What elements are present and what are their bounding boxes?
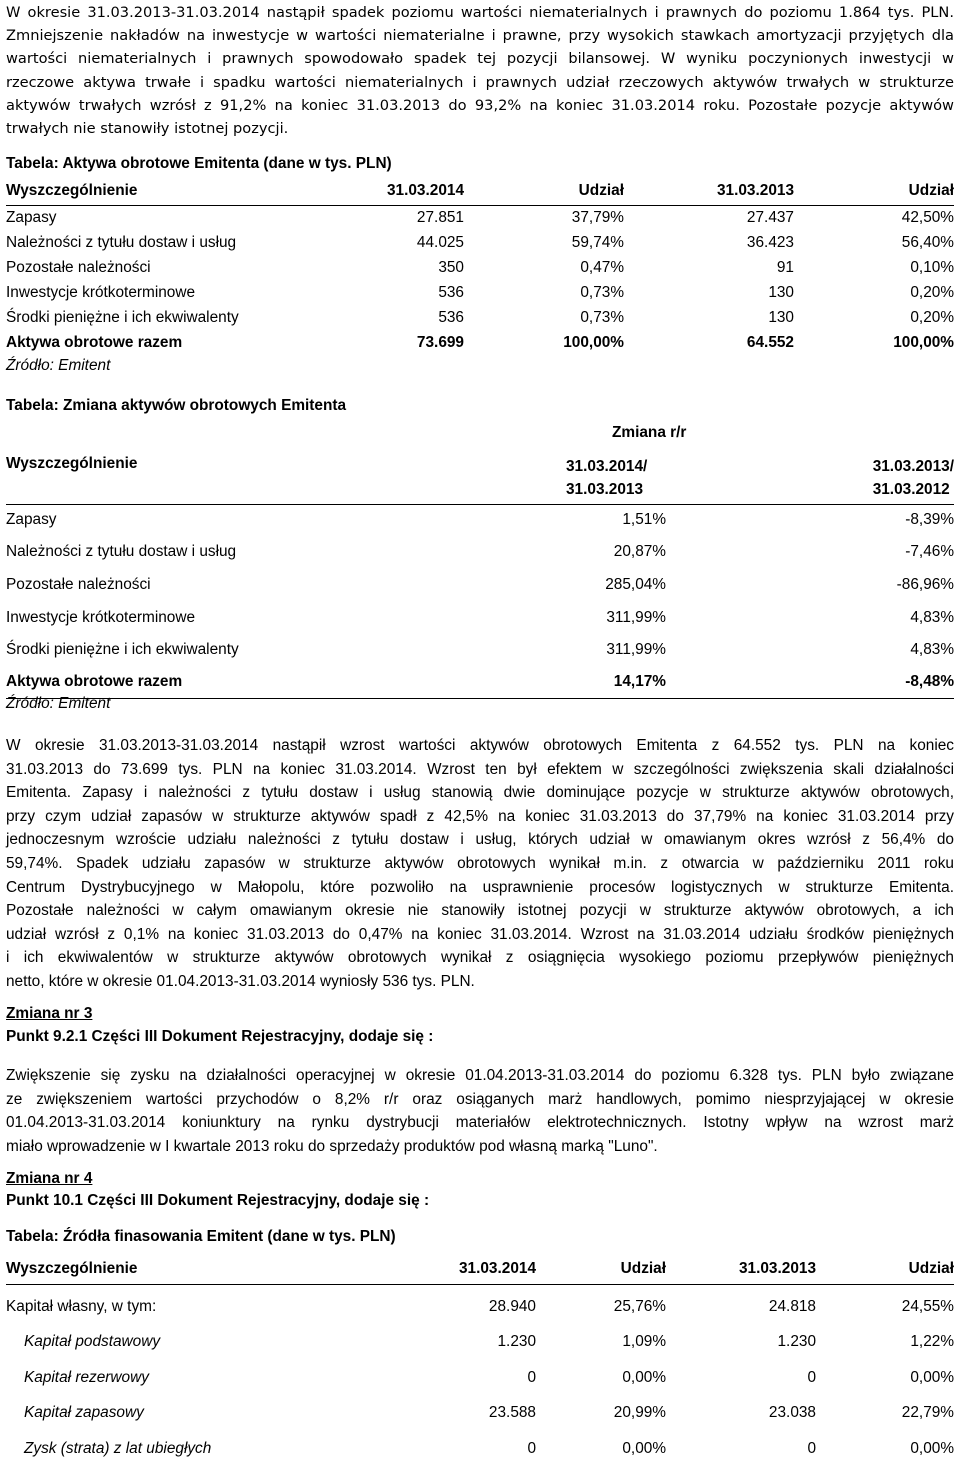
financing-sources-table [6,1254,954,1464]
row-label: Inwestycje krótkoterminowe [6,283,196,301]
period-header [566,455,647,501]
table-cell: 100,00% [893,333,954,351]
table-row [6,255,954,280]
table-cell: 56,40% [901,233,954,251]
row-label: Kapitał rezerwowy [24,1369,149,1386]
table-row [6,601,954,634]
table2-source: Źródło: Emitent [6,695,111,712]
row-label: Kapitał podstawowy [24,1333,161,1350]
table-cell: 4,83% [910,608,954,626]
table-cell: -8,48% [666,666,954,698]
text-line: wartości niematerialnych i prawnych spowodowało spadek tej pozycji bilansowej. W wyniku poczynionych inwestycji w [6,50,954,68]
assets-paragraph [6,734,954,994]
table1-title: Tabela: Aktywa obrotowe Emitenta (dane w tys. PLN) [6,155,392,172]
table-cell: 285,04% [605,575,666,593]
table-total-row [6,666,954,698]
text-line: Zmniejszenie nakładów na inwestycje w wartości niematerialne i prawne, przy wysokich stawkach amortyzacji przyjętych dla [6,27,954,45]
text-line: W okresie 31.03.2013-31.03.2014 nastąpił wzrost wartości aktywów obrotowych Emitenta z 64.552 tys. PLN na koniec [6,737,954,754]
table-cell: 1,22% [910,1333,954,1350]
header-cell: 31.03.2014 [406,1254,536,1284]
table-header-row [6,178,954,205]
header-cell: 31.03.2014 [346,178,464,205]
table-row [6,280,954,305]
text-line: trwałych nie stanowiły istotnej pozycji. [6,120,289,138]
table-cell: 24,55% [901,1298,954,1315]
table-cell: 0,00% [910,1440,954,1457]
table-cell: 0,20% [910,283,954,301]
table-cell: 37,79% [571,208,624,226]
header-cell: Udział [464,178,624,205]
table-cell: 59,74% [571,233,624,251]
text-line: udział wzrósł z 0,1% na koniec 31.03.2013 do 0,47% na koniec 31.03.2014. Wzrost na 31.03.2014 udziału środków pieniężnych [6,925,954,943]
table-row [6,1284,954,1322]
table-cell: 23.588 [488,1404,536,1421]
text-line: W okresie 31.03.2013-31.03.2014 nastąpił spadek poziomu wartości niematerialnych i prawnych do poziomu 1.864 tys. PLN. [6,4,954,21]
row-label: Aktywa obrotowe razem [6,666,526,698]
table-cell: 20,87% [613,543,666,560]
row-label: Pozostałe należności [6,575,151,593]
current-assets-change-table [6,418,954,699]
header-cell: 31.03.2013 [624,178,794,205]
row-label: Należności z tytułu dostaw i usług [6,543,237,560]
table-cell: -8,39% [905,511,954,529]
table-cell: 1,51% [622,511,666,529]
table-cell: 311,99% [606,641,666,658]
table-cell: 0,73% [580,308,624,326]
change4-point: Punkt 10.1 Części III Dokument Rejestracyjny, dodaje się : [6,1192,430,1209]
table-row [6,634,954,666]
table-cell: 0,73% [580,283,624,301]
row-label: Zapasy [6,208,57,226]
current-assets-table [6,178,954,355]
table-cell: 0 [807,1369,816,1386]
table-cell: -86,96% [896,575,954,593]
table-cell: 350 [438,258,464,276]
text-line: rzeczowe aktywa trwałe i spadku wartości niematerialnych i prawnych udział rzeczowych aktywów trwałych w strukturze [6,73,954,91]
text-line: Centrum Dystrybucyjnego w Małopolu, które pozwoliło na usprawnienie procesów logistycznych w strukturze Emitenta. [6,878,954,896]
intro-paragraph [6,1,954,140]
table-cell: 36.423 [746,233,794,251]
period-line: 31.03.2014/ [566,458,648,475]
row-label: Aktywa obrotowe razem [6,333,183,351]
table2-title: Tabela: Zmiana aktywów obrotowych Emitenta [6,397,347,414]
table-cell: 23.038 [768,1404,816,1421]
header-cell: Wyszczególnienie [6,178,346,205]
table-cell: 25,76% [613,1298,666,1315]
header-cell: Wyszczególnienie [6,418,526,504]
table-cell: 130 [768,283,794,301]
table3-title: Tabela: Źródła finasowania Emitent (dane w tys. PLN) [6,1228,396,1245]
header-cell: 31.03.2013 [666,1254,816,1284]
table-header-row [6,418,954,504]
table-cell: 4,83% [910,641,954,658]
table-cell: 14,17% [526,666,666,698]
table-cell: 1,09% [622,1333,666,1350]
table-cell: 64.552 [746,333,794,351]
text-line: netto, które w okresie 01.04.2013-31.03.2014 wyniosły 536 tys. PLN. [6,972,475,990]
table-cell: 22,79% [901,1404,954,1421]
table-cell: 100,00% [563,333,624,351]
table1-source: Źródło: Emitent [6,357,111,374]
table-row [6,1357,954,1393]
text-line: Pozostałe należności w całym omawianym okresie nie stanowiły istotnej pozycji w strukturze aktywów obrotowych, a ich [6,902,954,920]
text-line: 31.03.2013 do 73.699 tys. PLN na koniec 31.03.2014. Wzrost ten był efektem w szczególności zwiększenia skali działalności [6,760,954,778]
table-row [6,536,954,568]
header-cell: Udział [794,178,954,205]
period-line: 31.03.2013/ [872,458,954,475]
change3-paragraph [6,1064,954,1158]
row-label: Środki pieniężne i ich ekwiwalenty [6,308,239,326]
table-row [6,1393,954,1428]
header-group [526,418,954,504]
table-cell: 1.230 [497,1333,536,1350]
table-cell: 130 [768,308,794,326]
text-line: 59,74%. Spadek udziału zapasów w strukturze aktywów obrotowych wynikał m.in. z otwarcia w październiku 2011 roku [6,854,954,872]
table-row [6,305,954,330]
table-cell: 0,00% [622,1369,666,1386]
row-label: Zapasy [6,511,57,529]
row-label: Inwestycje krótkoterminowe [6,608,196,626]
text-line: miało wprowadzenie w I kwartale 2013 roku do sprzedaży produktów pod własną marką "Luno". [6,1137,658,1155]
table-cell: 73.699 [416,333,464,351]
text-line: jednoczesnym wzroście udziału należności z tytułu dostaw i usług, których udział w omawianym okres wzrósł z 56,4% do [6,831,954,849]
row-label: Środki pieniężne i ich ekwiwalenty [6,641,239,658]
text-line: Emitenta. Zapasy i należności z tytułu dostaw i usług stanowią dwie dominujące pozycje w strukturze aktywów obrotowych, [6,784,954,802]
table-cell: 0,20% [910,308,954,326]
text-line: Zwiększenie się zysku na działalności operacyjnej w okresie 01.04.2013-31.03.2014 do poziomu 6.328 tys. PLN było związane [6,1067,954,1084]
table-cell: 27.437 [746,208,794,226]
table-row [6,1322,954,1357]
row-label: Kapitał zapasowy [24,1404,144,1421]
table-cell: 1.230 [777,1333,816,1350]
table-cell: 536 [438,308,464,326]
table-total-row [6,330,954,355]
change4-title: Zmiana nr 4 [6,1170,93,1187]
period-header [873,455,954,501]
header-cell: Wyszczególnienie [6,1254,406,1284]
table-cell: 0 [527,1440,536,1457]
change3-point: Punkt 9.2.1 Części III Dokument Rejestracyjny, dodaje się : [6,1028,434,1045]
text-line: aktywów trwałych wzrósł z 91,2% na koniec 31.03.2013 do 93,2% na koniec 31.03.2014 roku. Pozostałe pozycje aktywów [6,96,954,114]
table-cell: -7,46% [905,543,954,560]
table-cell: 91 [776,258,794,276]
table-row [6,504,954,536]
table-cell: 28.940 [488,1298,536,1315]
table-cell: 0,00% [622,1440,666,1457]
text-line: 01.04.2013-31.03.2014 koniunktury na rynku dystrybucji materiałów elektrotechnicznych. Istotny wpływ na wzrost marż [6,1114,954,1132]
table-cell: 0 [807,1440,816,1457]
table-cell: 0,00% [910,1369,954,1386]
row-label: Pozostałe należności [6,258,151,276]
period-line: 31.03.2012 [872,481,950,498]
table-row [6,1428,954,1464]
text-line: ze zwiększeniem wartości przychodów o 8,2% r/r oraz osiąganych marż handlowych, pomimo niesprzyjającej w okresie [6,1090,954,1108]
row-label: Należności z tytułu dostaw i usług [6,233,237,251]
table-cell: 0,47% [580,258,624,276]
table-cell: 536 [438,283,464,301]
table-row [6,230,954,255]
period-line: 31.03.2013 [566,481,644,498]
table-cell: 311,99% [606,608,666,626]
table-row [6,205,954,230]
change3-title: Zmiana nr 3 [6,1005,93,1022]
table-header-row [6,1254,954,1284]
table-row [6,568,954,601]
table-cell: 44.025 [416,233,464,251]
row-label: Kapitał własny, w tym: [6,1298,157,1315]
table-cell: 0,10% [910,258,954,276]
header-cell: Udział [816,1254,954,1284]
header-cell: Udział [536,1254,666,1284]
table-cell: 20,99% [613,1404,666,1421]
row-label: Zysk (strata) z lat ubiegłych [24,1440,212,1457]
table-cell: 27.851 [416,208,464,226]
group-label: Zmiana r/r [612,424,687,441]
table-cell: 0 [527,1369,536,1386]
text-line: i ich ekwiwalentów w strukturze aktywów obrotowych wynikał z osiągnięcia wysokiego poziomu przepływów pieniężnych [6,949,954,967]
table-cell: 24.818 [768,1298,816,1315]
table-cell: 42,50% [901,208,954,226]
text-line: przy czym udział zapasów w strukturze aktywów spadł z 42,5% na koniec 31.03.2013 do 37,79% na koniec 31.03.2014 przy [6,807,954,825]
